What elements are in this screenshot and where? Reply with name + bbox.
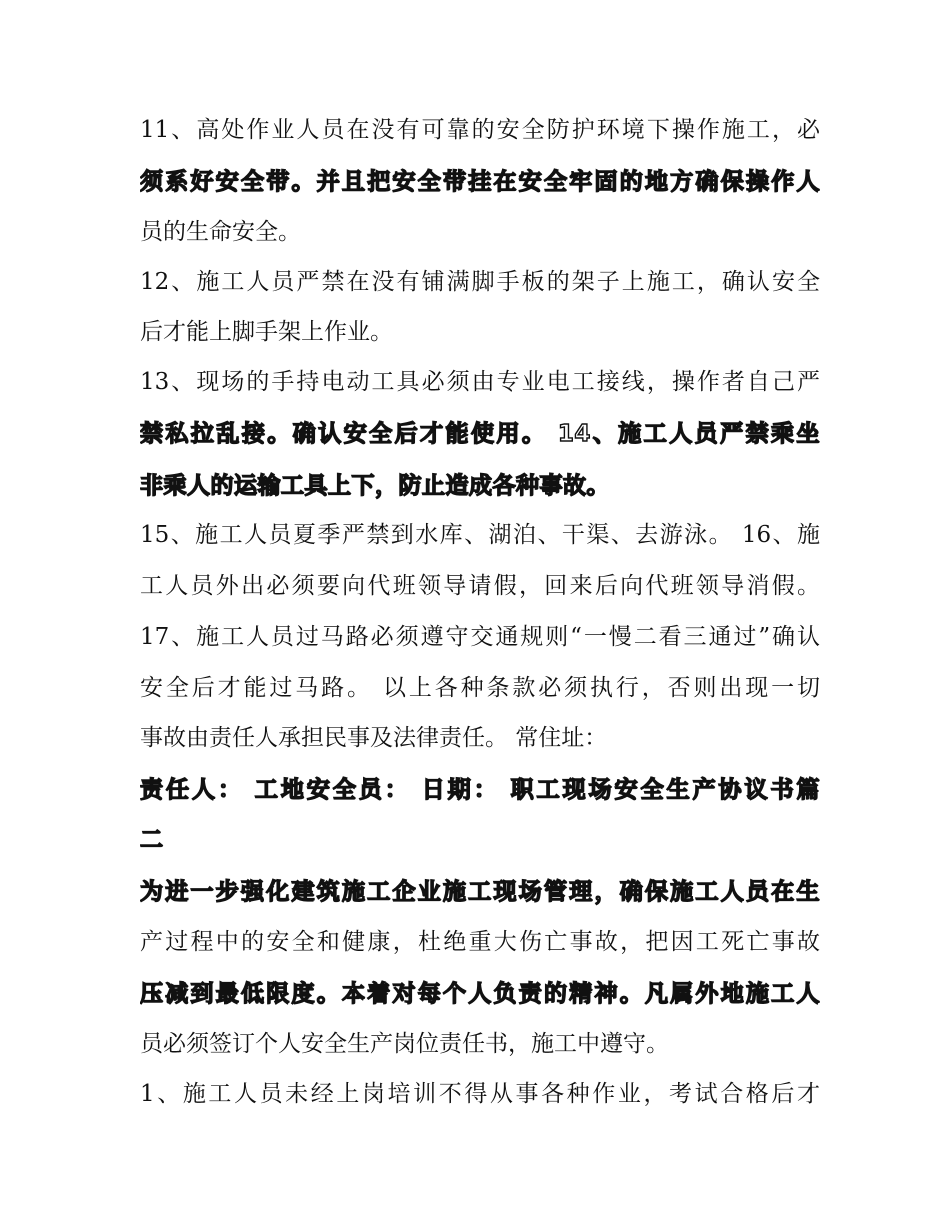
text-line-rule-13: 13、现场的手持电动工具必须由专业电工接线，操作者自己严: [140, 369, 820, 395]
text-line-liability: 事故由责任人承担民事及法律责任。 常住址：: [140, 725, 608, 751]
text-line-signatures: 责任人： 工地安全员： 日期： 职工现场安全生产协议书篇: [140, 777, 820, 803]
text-line-rule-13-14: 禁私拉乱接。确认安全后才能使用。 14、施工人员严禁乘坐: [140, 421, 820, 447]
text-line-rule-17: 17、施工人员过马路必须遵守交通规则“一慢二看三通过”确认: [140, 624, 820, 650]
text-line-rule-16-end: 工人员外出必须要向代班领导请假，回来后向代班领导消假。: [140, 573, 820, 599]
text-line-rule-12: 12、施工人员严禁在没有铺满脚手板的架子上施工，确认安全: [140, 269, 820, 295]
text-line-intro-cont: 产过程中的安全和健康，杜绝重大伤亡事故，把因工死亡事故: [140, 929, 820, 955]
text-line-rule-1: 1、施工人员未经上岗培训不得从事各种作业，考试合格后才: [140, 1081, 820, 1107]
text-line-rule-15-16: 15、施工人员夏季严禁到水库、湖泊、干渠、去游泳。 16、施: [140, 522, 820, 548]
text-line-intro: 为进一步强化建筑施工企业施工现场管理，确保施工人员在生: [140, 879, 820, 905]
text-line-rule-11-end: 员的生命安全。: [140, 219, 301, 245]
text-line-section-two: 二: [140, 827, 164, 853]
text-line-rule-12-end: 后才能上脚手架上作业。: [140, 319, 393, 345]
text-line-intro-end: 员必须签订个人安全生产岗位责任书，施工中遵守。: [140, 1031, 669, 1057]
text-line-rule-11: 11、高处作业人员在没有可靠的安全防护环境下操作施工，必: [140, 117, 820, 143]
text-line-rule-11-cont: 须系好安全带。并且把安全带挂在安全牢固的地方确保操作人: [140, 169, 820, 195]
text-line-intro-cont2: 压减到最低限度。本着对每个人负责的精神。凡属外地施工人: [140, 981, 820, 1007]
text-line-rule-14-end: 非乘人的运输工具上下，防止造成各种事故。: [140, 473, 610, 499]
text-line-rule-17-cont: 安全后才能过马路。 以上各种条款必须执行，否则出现一切: [140, 675, 820, 701]
